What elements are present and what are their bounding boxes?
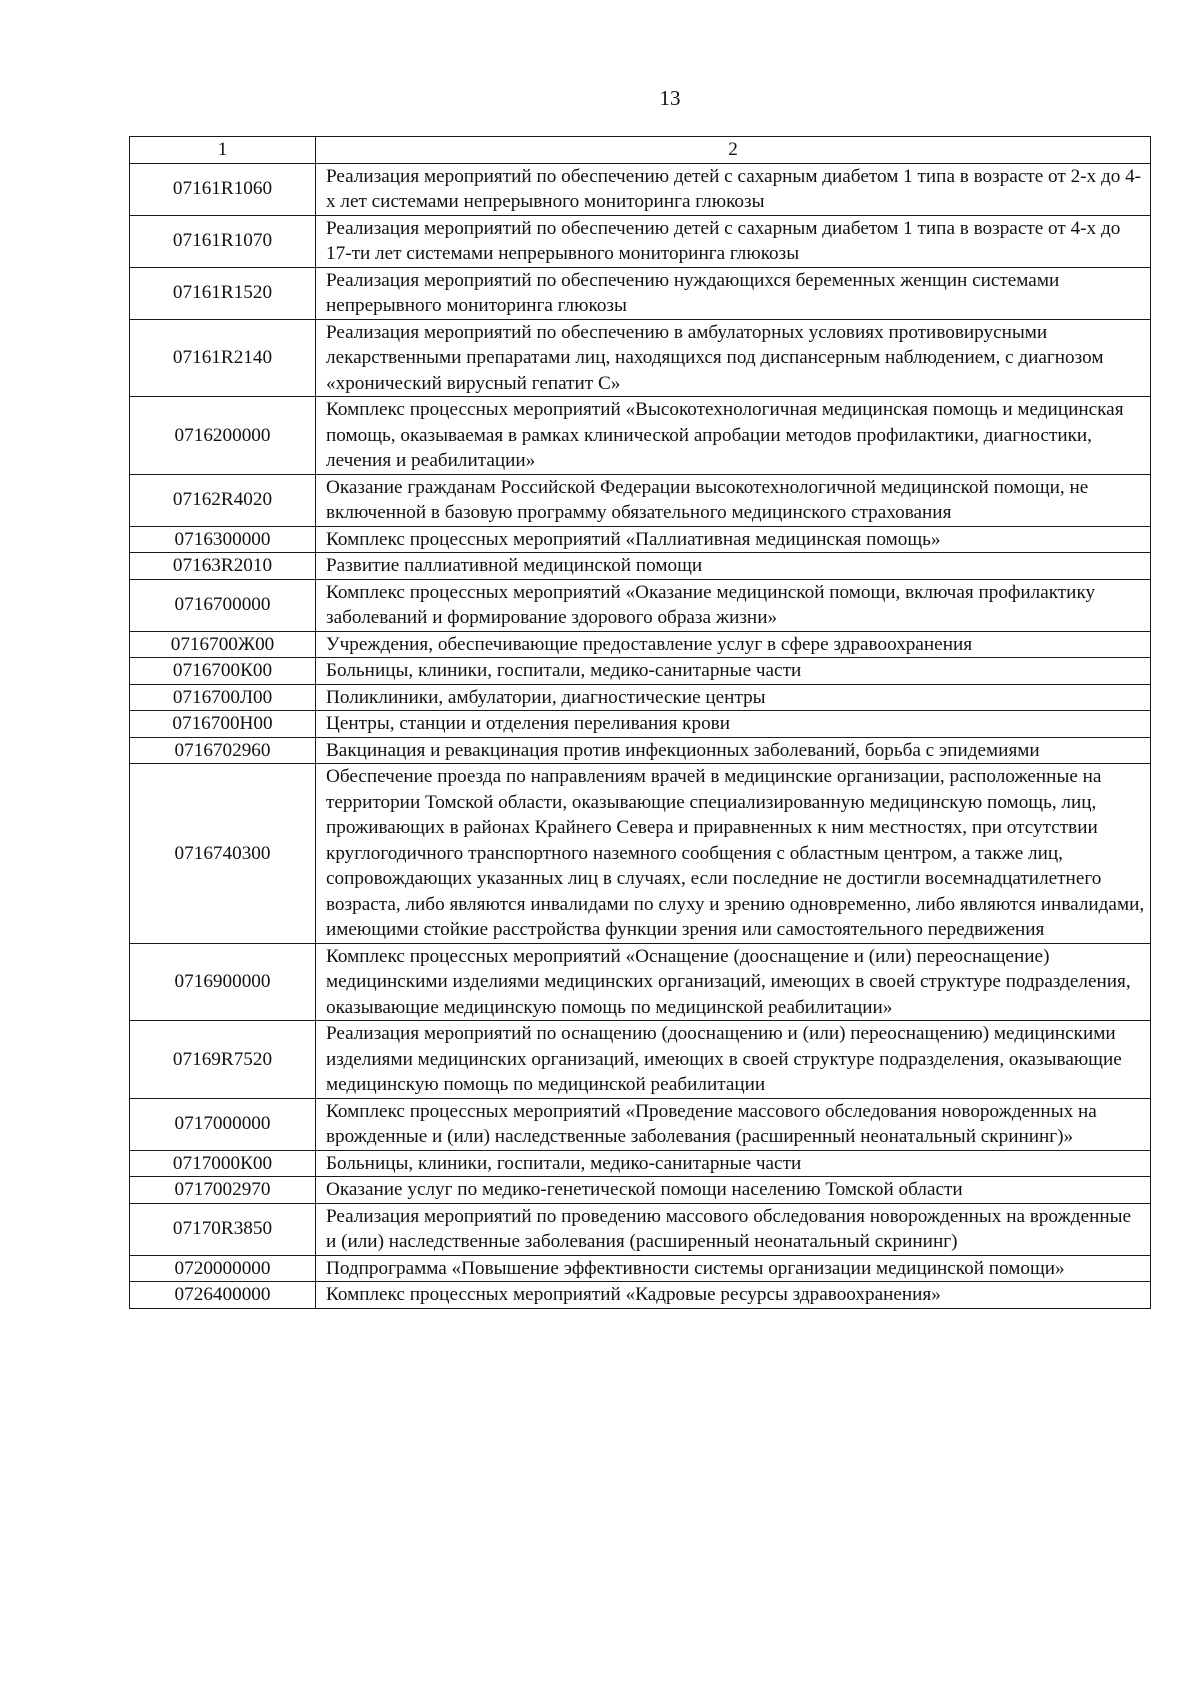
row-code: 07161R2140 <box>130 319 316 397</box>
table-row <box>130 579 1151 631</box>
row-code: 07169R7520 <box>130 1021 316 1099</box>
row-description: Комплекс процессных мероприятий «Проведение массового обследования новорожденных на врожденные и (или) наследственные заболевания (расширенный неонатальный скрининг)» <box>316 1098 1151 1150</box>
row-code: 0720000000 <box>130 1255 316 1282</box>
row-code: 0716700Л00 <box>130 684 316 711</box>
row-description: Комплекс процессных мероприятий «Оказание медицинской помощи, включая профилактику заболеваний и формирование здорового образа жизни» <box>316 579 1151 631</box>
row-code: 0716702960 <box>130 737 316 764</box>
row-description: Вакцинация и ревакцинация против инфекционных заболеваний, борьба с эпидемиями <box>316 737 1151 764</box>
table-row <box>130 764 1151 944</box>
table-row <box>130 711 1151 738</box>
row-code: 0717000К00 <box>130 1150 316 1177</box>
row-description: Реализация мероприятий по обеспечению нуждающихся беременных женщин системами непрерывного мониторинга глюкозы <box>316 267 1151 319</box>
row-code: 07161R1520 <box>130 267 316 319</box>
table-row <box>130 631 1151 658</box>
table-row <box>130 526 1151 553</box>
row-code: 07162R4020 <box>130 474 316 526</box>
row-description: Оказание услуг по медико-генетической помощи населению Томской области <box>316 1177 1151 1204</box>
row-description: Развитие паллиативной медицинской помощи <box>316 553 1151 580</box>
table-row <box>130 1255 1151 1282</box>
column-header-2: 2 <box>316 137 1151 164</box>
table-row <box>130 267 1151 319</box>
row-code: 07163R2010 <box>130 553 316 580</box>
row-description: Реализация мероприятий по проведению массового обследования новорожденных на врожденные и (или) наследственные заболевания (расширенный неонатальный скрининг) <box>316 1203 1151 1255</box>
row-description: Реализация мероприятий по обеспечению детей с сахарным диабетом 1 типа в возрасте от 4-х до 17-ти лет системами непрерывного мониторинга глюкозы <box>316 215 1151 267</box>
row-description: Оказание гражданам Российской Федерации высокотехнологичной медицинской помощи, не включенной в базовую программу обязательного медицинского страхования <box>316 474 1151 526</box>
table-row <box>130 215 1151 267</box>
table-row <box>130 1098 1151 1150</box>
row-description: Реализация мероприятий по обеспечению детей с сахарным диабетом 1 типа в возрасте от 2-х до 4-х лет системами непрерывного мониторинга глюкозы <box>316 163 1151 215</box>
table-row <box>130 1150 1151 1177</box>
row-code: 0716300000 <box>130 526 316 553</box>
table-row <box>130 1282 1151 1309</box>
row-description: Обеспечение проезда по направлениям врачей в медицинские организации, расположенные на территории Томской области, оказывающие специализированную медицинскую помощь, лиц, проживающих в районах Крайнего Севера и приравненных к ним местностях, при отсутствии круглогодичного транспортного наземного сообщения с областным центром, а также лиц, сопровождающих указанных лиц в случаях, если последние не достигли восемнадцатилетнего возраста, либо являются инвалидами по слуху и зрению одновременно, либо являются инвалидами, имеющими стойкие расстройства функции зрения или самостоятельного передвижения <box>316 764 1151 944</box>
row-description: Комплекс процессных мероприятий «Оснащение (дооснащение и (или) переоснащение) медицинскими изделиями медицинских организаций, имеющих в своей структуре подразделения, оказывающие медицинскую помощь по медицинской реабилитации» <box>316 943 1151 1021</box>
table-row <box>130 1021 1151 1099</box>
row-description: Комплекс процессных мероприятий «Паллиативная медицинская помощь» <box>316 526 1151 553</box>
column-header-1: 1 <box>130 137 316 164</box>
row-code: 07161R1070 <box>130 215 316 267</box>
table-row <box>130 397 1151 475</box>
table-header-row <box>130 137 1151 164</box>
row-description: Поликлиники, амбулатории, диагностические центры <box>316 684 1151 711</box>
table-row <box>130 737 1151 764</box>
row-code: 0716700Ж00 <box>130 631 316 658</box>
row-description: Подпрограмма «Повышение эффективности системы организации медицинской помощи» <box>316 1255 1151 1282</box>
row-description: Реализация мероприятий по оснащению (дооснащению и (или) переоснащению) медицинскими изделиями медицинских организаций, имеющих в своей структуре подразделения, оказывающие медицинскую помощь по медицинской реабилитации <box>316 1021 1151 1099</box>
table-row <box>130 684 1151 711</box>
row-description: Больницы, клиники, госпитали, медико-санитарные части <box>316 1150 1151 1177</box>
row-description: Учреждения, обеспечивающие предоставление услуг в сфере здравоохранения <box>316 631 1151 658</box>
row-code: 0716900000 <box>130 943 316 1021</box>
row-code: 0716700000 <box>130 579 316 631</box>
row-description: Больницы, клиники, госпитали, медико-санитарные части <box>316 658 1151 685</box>
row-code: 0726400000 <box>130 1282 316 1309</box>
table-row <box>130 1177 1151 1204</box>
table-row <box>130 163 1151 215</box>
row-code: 0716740300 <box>130 764 316 944</box>
table-row <box>130 658 1151 685</box>
row-description: Центры, станции и отделения переливания крови <box>316 711 1151 738</box>
table-body <box>130 163 1151 1308</box>
table-row <box>130 319 1151 397</box>
row-code: 0716700К00 <box>130 658 316 685</box>
row-code: 0717002970 <box>130 1177 316 1204</box>
table-row <box>130 474 1151 526</box>
row-code: 0717000000 <box>130 1098 316 1150</box>
row-description: Комплекс процессных мероприятий «Кадровые ресурсы здравоохранения» <box>316 1282 1151 1309</box>
budget-classification-table <box>129 136 1151 1309</box>
row-description: Реализация мероприятий по обеспечению в амбулаторных условиях противовирусными лекарственными препаратами лиц, находящихся под диспансерным наблюдением, с диагнозом «хронический вирусный гепатит С» <box>316 319 1151 397</box>
table-row <box>130 943 1151 1021</box>
row-code: 07161R1060 <box>130 163 316 215</box>
row-code: 0716200000 <box>130 397 316 475</box>
page-number: 13 <box>659 86 681 110</box>
row-code: 07170R3850 <box>130 1203 316 1255</box>
table-row <box>130 1203 1151 1255</box>
row-description: Комплекс процессных мероприятий «Высокотехнологичная медицинская помощь и медицинская помощь, оказываемая в рамках клинической апробации методов профилактики, диагностики, лечения и реабилитации» <box>316 397 1151 475</box>
row-code: 0716700Н00 <box>130 711 316 738</box>
table-row <box>130 553 1151 580</box>
